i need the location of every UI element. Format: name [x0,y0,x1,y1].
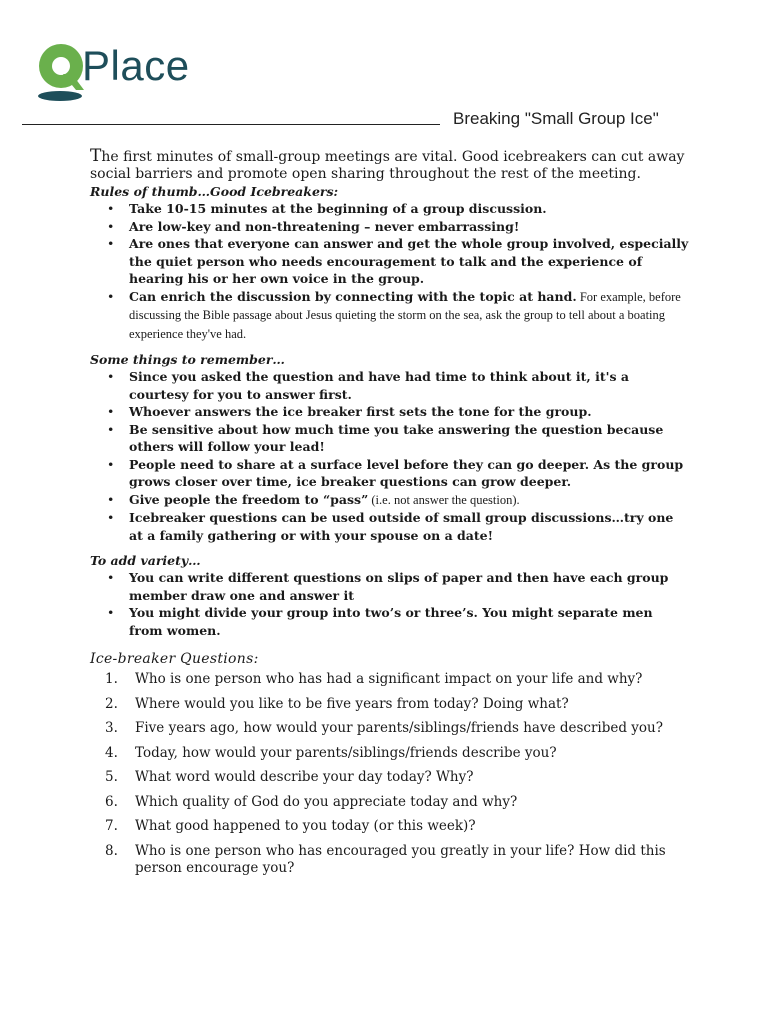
question-item [90,818,690,835]
question-text: Who is one person who has encouraged you greatly in your life? How did this person encourage you? [135,842,666,876]
question-item [90,843,690,877]
header-rule [22,124,440,125]
logo-wordmark: Place [82,42,190,89]
list-item-bold-text: Are low-key and non-threatening – never embarrassing! [129,218,520,234]
question-item [90,794,690,811]
questions-heading: Ice-breaker Questions: [90,651,259,667]
question-text: Five years ago, how would your parents/siblings/friends have described you? [135,720,663,736]
rules-list [90,200,690,343]
question-number: 8. [105,842,118,859]
question-number: 7. [105,818,118,834]
question-number: 2. [105,695,118,712]
list-item-bold-text: Are ones that everyone can answer and get the whole group involved, especially the quiet person who needs encouragement to talk and the experience of hearing his or her own voice in the group. [129,236,689,286]
question-text: What word would describe your day today? Why? [135,769,474,785]
question-item [90,671,690,688]
list-item-normal-text: (i.e. not answer the question). [368,492,520,507]
list-item [90,288,690,344]
questions-list [90,671,690,877]
question-item [90,696,690,713]
list-item-bold-text: People need to share at a surface level before they can go deeper. As the group grows closer over time, ice breaker questions can grow deeper. [129,456,684,489]
list-item-bold-text: Take 10-15 minutes at the beginning of a group discussion. [129,201,547,216]
list-item-bold-text: Whoever answers the ice breaker first sets the tone for the group. [129,404,592,419]
question-number: 1. [105,671,118,687]
question-item [90,745,690,762]
intro-text: he first minutes of small-group meetings are vital. Good icebreakers can cut away social barriers and promote open sharing throughout the rest of the meeting. [90,149,685,182]
list-item [90,235,690,288]
remember-heading: Some things to remember… [90,352,285,367]
list-item [90,200,690,218]
question-number: 5. [105,769,118,785]
document-body [90,148,690,884]
list-item [90,218,690,236]
question-number: 4. [105,744,118,761]
remember-list [90,368,690,544]
list-item-bold-text: Give people the freedom to “pass” [129,491,369,507]
list-item [90,604,690,639]
question-text: Which quality of God do you appreciate today and why? [135,793,518,810]
list-item-bold-text: Be sensitive about how much time you take answering the question because others will follow your lead! [129,421,664,454]
list-item-normal-text: For example, before discussing the Bible passage about Jesus quieting the storm on the sea, ask the group to tell about a boating experience they've had. [129,289,681,341]
question-number: 3. [105,720,118,736]
list-item [90,403,690,421]
list-item [90,509,690,544]
question-number: 6. [105,793,118,810]
list-item [90,456,690,491]
list-item-bold-text: Can enrich the discussion by connecting with the topic at hand. [129,288,577,304]
question-text: Who is one person who has had a significant impact on your life and why? [135,671,643,687]
list-item [90,421,690,456]
question-item [90,769,690,786]
list-item-bold-text: Since you asked the question and have had time to think about it, it's a courtesy for you to answer first. [129,369,629,402]
q-logo-mark [36,40,86,106]
question-text: What good happened to you today (or this week)? [135,818,476,834]
page-title: Breaking "Small Group Ice" [453,109,659,128]
question-item [90,720,690,737]
list-item-bold-text: Icebreaker questions can be used outside of small group discussions…try one at a family gathering or with your spouse on a date! [129,510,674,543]
list-item [90,569,690,604]
question-text: Today, how would your parents/siblings/friends describe you? [135,744,557,761]
variety-list [90,569,690,639]
rules-heading: Rules of thumb…Good Icebreakers: [90,184,339,199]
variety-heading: To add variety… [90,553,201,568]
list-item-bold-text: You might divide your group into two’s or three’s. You might separate men from women. [129,605,653,638]
list-item [90,368,690,403]
intro-paragraph [90,148,690,183]
list-item [90,491,690,510]
intro-first-letter: T [90,146,102,166]
list-item-bold-text: You can write different questions on slips of paper and then have each group member draw one and answer it [129,570,669,603]
question-text: Where would you like to be five years from today? Doing what? [135,695,569,712]
